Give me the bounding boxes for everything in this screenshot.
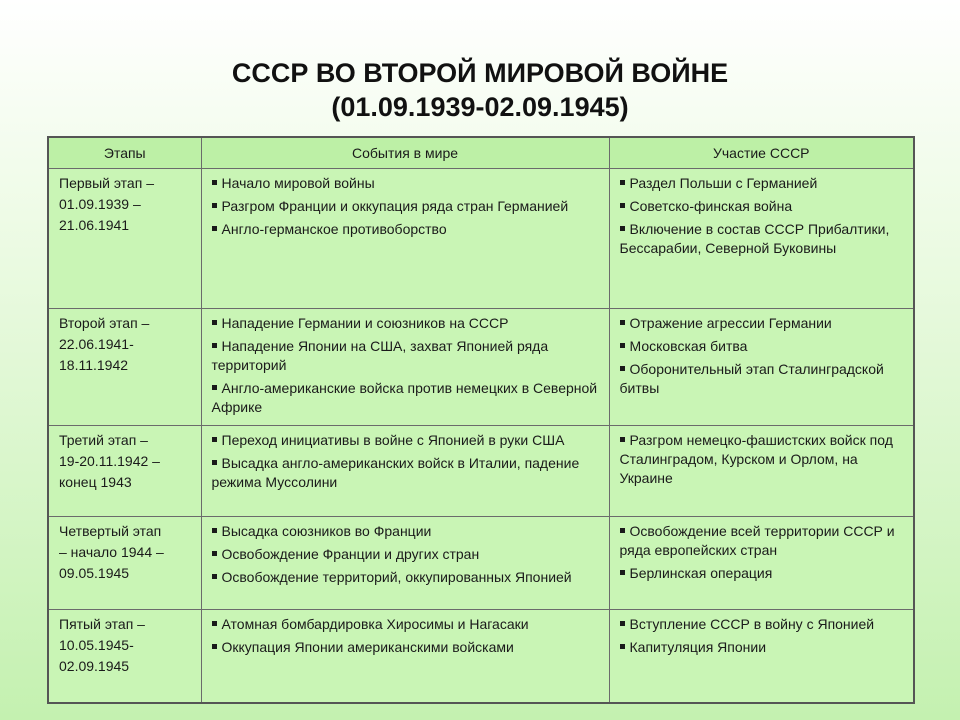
bullet-icon bbox=[620, 570, 625, 575]
stage-end: 09.05.1945 bbox=[59, 565, 130, 581]
stage-cell bbox=[48, 309, 201, 426]
title-line-2: (01.09.1939-02.09.1945) bbox=[331, 92, 629, 122]
stage-end: 21.06.1941 bbox=[59, 217, 130, 233]
world-events-cell bbox=[201, 169, 609, 309]
list-item: Освобождение всей территории СССР и ряда европейских стран bbox=[619, 523, 895, 558]
bullet-icon bbox=[212, 385, 217, 390]
table-row bbox=[48, 517, 914, 610]
stages-table bbox=[47, 136, 915, 704]
header-ussr-participation: Участие СССР bbox=[609, 137, 914, 169]
bullet-icon bbox=[620, 226, 625, 231]
table-row bbox=[48, 610, 914, 703]
bullet-icon bbox=[620, 644, 625, 649]
ussr-participation-cell bbox=[609, 169, 914, 309]
list-item: Нападение Германии и союзников на СССР bbox=[212, 314, 603, 333]
bullet-icon bbox=[620, 528, 625, 533]
header-stages: Этапы bbox=[48, 137, 201, 169]
bullet-icon bbox=[620, 320, 625, 325]
bullet-icon bbox=[212, 180, 217, 185]
world-events-cell bbox=[201, 610, 609, 703]
bullet-icon bbox=[212, 621, 217, 626]
bullet-icon bbox=[212, 528, 217, 533]
stage-start: 10.05.1945- bbox=[59, 637, 134, 653]
bullet-icon bbox=[620, 180, 625, 185]
bullet-icon bbox=[212, 551, 217, 556]
bullet-icon bbox=[212, 644, 217, 649]
table-row bbox=[48, 426, 914, 517]
table-row bbox=[48, 169, 914, 309]
stage-end: 02.09.1945 bbox=[59, 658, 130, 674]
table-header-row bbox=[48, 137, 914, 169]
list-item: Раздел Польши с Германией bbox=[620, 174, 908, 193]
bullet-icon bbox=[212, 437, 217, 442]
title-line-1: СССР ВО ВТОРОЙ МИРОВОЙ ВОЙНЕ bbox=[231, 58, 729, 88]
bullet-icon bbox=[620, 343, 625, 348]
list-item: Нападение Японии на США, захват Японией ряда территорий bbox=[211, 338, 549, 373]
stage-label: Второй этап – bbox=[59, 315, 150, 331]
ussr-participation-cell bbox=[609, 610, 914, 703]
bullet-icon bbox=[212, 574, 217, 579]
list-item: Берлинская операция bbox=[620, 564, 908, 583]
list-item: Оборонительный этап Сталинградской битвы bbox=[619, 361, 884, 396]
stage-label: Четвертый этап bbox=[59, 523, 162, 539]
list-item: Вступление СССР в войну с Японией bbox=[620, 615, 908, 634]
world-events-cell bbox=[201, 426, 609, 517]
bullet-icon bbox=[620, 203, 625, 208]
table-row bbox=[48, 309, 914, 426]
list-item: Начало мировой войны bbox=[212, 174, 603, 193]
bullet-icon bbox=[212, 460, 217, 465]
list-item: Отражение агрессии Германии bbox=[620, 314, 908, 333]
ussr-participation-cell bbox=[609, 426, 914, 517]
ussr-participation-cell bbox=[609, 517, 914, 610]
list-item: Советско-финская война bbox=[620, 197, 908, 216]
bullet-icon bbox=[212, 343, 217, 348]
world-events-cell bbox=[201, 309, 609, 426]
stage-start: 19-20.11.1942 – bbox=[59, 453, 160, 469]
list-item: Капитуляция Японии bbox=[620, 638, 908, 657]
world-events-cell bbox=[201, 517, 609, 610]
list-item: Разгром Франции и оккупация ряда стран Германией bbox=[212, 197, 603, 216]
stage-cell bbox=[48, 426, 201, 517]
list-item: Освобождение территорий, оккупированных Японией bbox=[212, 568, 603, 587]
bullet-icon bbox=[212, 203, 217, 208]
stage-start: – начало 1944 – bbox=[59, 544, 164, 560]
list-item: Включение в состав СССР Прибалтики, Бессарабии, Северной Буковины bbox=[619, 221, 890, 256]
stage-start: 22.06.1941- bbox=[59, 336, 134, 352]
list-item: Атомная бомбардировка Хиросимы и Нагасаки bbox=[212, 615, 603, 634]
ussr-participation-cell bbox=[609, 309, 914, 426]
list-item: Московская битва bbox=[620, 337, 908, 356]
list-item: Освобождение Франции и других стран bbox=[212, 545, 603, 564]
stage-label: Третий этап – bbox=[59, 432, 148, 448]
bullet-icon bbox=[620, 366, 625, 371]
list-item: Высадка англо-американских войск в Италии, падение режима Муссолини bbox=[211, 455, 580, 490]
list-item: Англо-американские войска против немецких в Северной Африке bbox=[211, 380, 598, 415]
list-item: Разгром немецко-фашистских войск под Сталинградом, Курском и Орлом, на Украине bbox=[619, 432, 893, 486]
bullet-icon bbox=[620, 621, 625, 626]
list-item: Высадка союзников во Франции bbox=[212, 522, 603, 541]
list-item: Переход инициативы в войне с Японией в руки США bbox=[212, 431, 603, 450]
stage-label: Первый этап – bbox=[59, 175, 154, 191]
bullet-icon bbox=[620, 437, 625, 442]
list-item: Англо-германское противоборство bbox=[212, 220, 603, 239]
stage-end: 18.11.1942 bbox=[59, 357, 129, 373]
list-item: Оккупация Японии американскими войсками bbox=[212, 638, 603, 657]
bullet-icon bbox=[212, 320, 217, 325]
header-world-events: События в мире bbox=[201, 137, 609, 169]
page-title bbox=[0, 56, 960, 124]
stage-start: 01.09.1939 – bbox=[59, 196, 141, 212]
stage-end: конец 1943 bbox=[59, 474, 132, 490]
stage-cell bbox=[48, 169, 201, 309]
bullet-icon bbox=[212, 226, 217, 231]
stage-label: Пятый этап – bbox=[59, 616, 145, 632]
stage-cell bbox=[48, 517, 201, 610]
stage-cell bbox=[48, 610, 201, 703]
